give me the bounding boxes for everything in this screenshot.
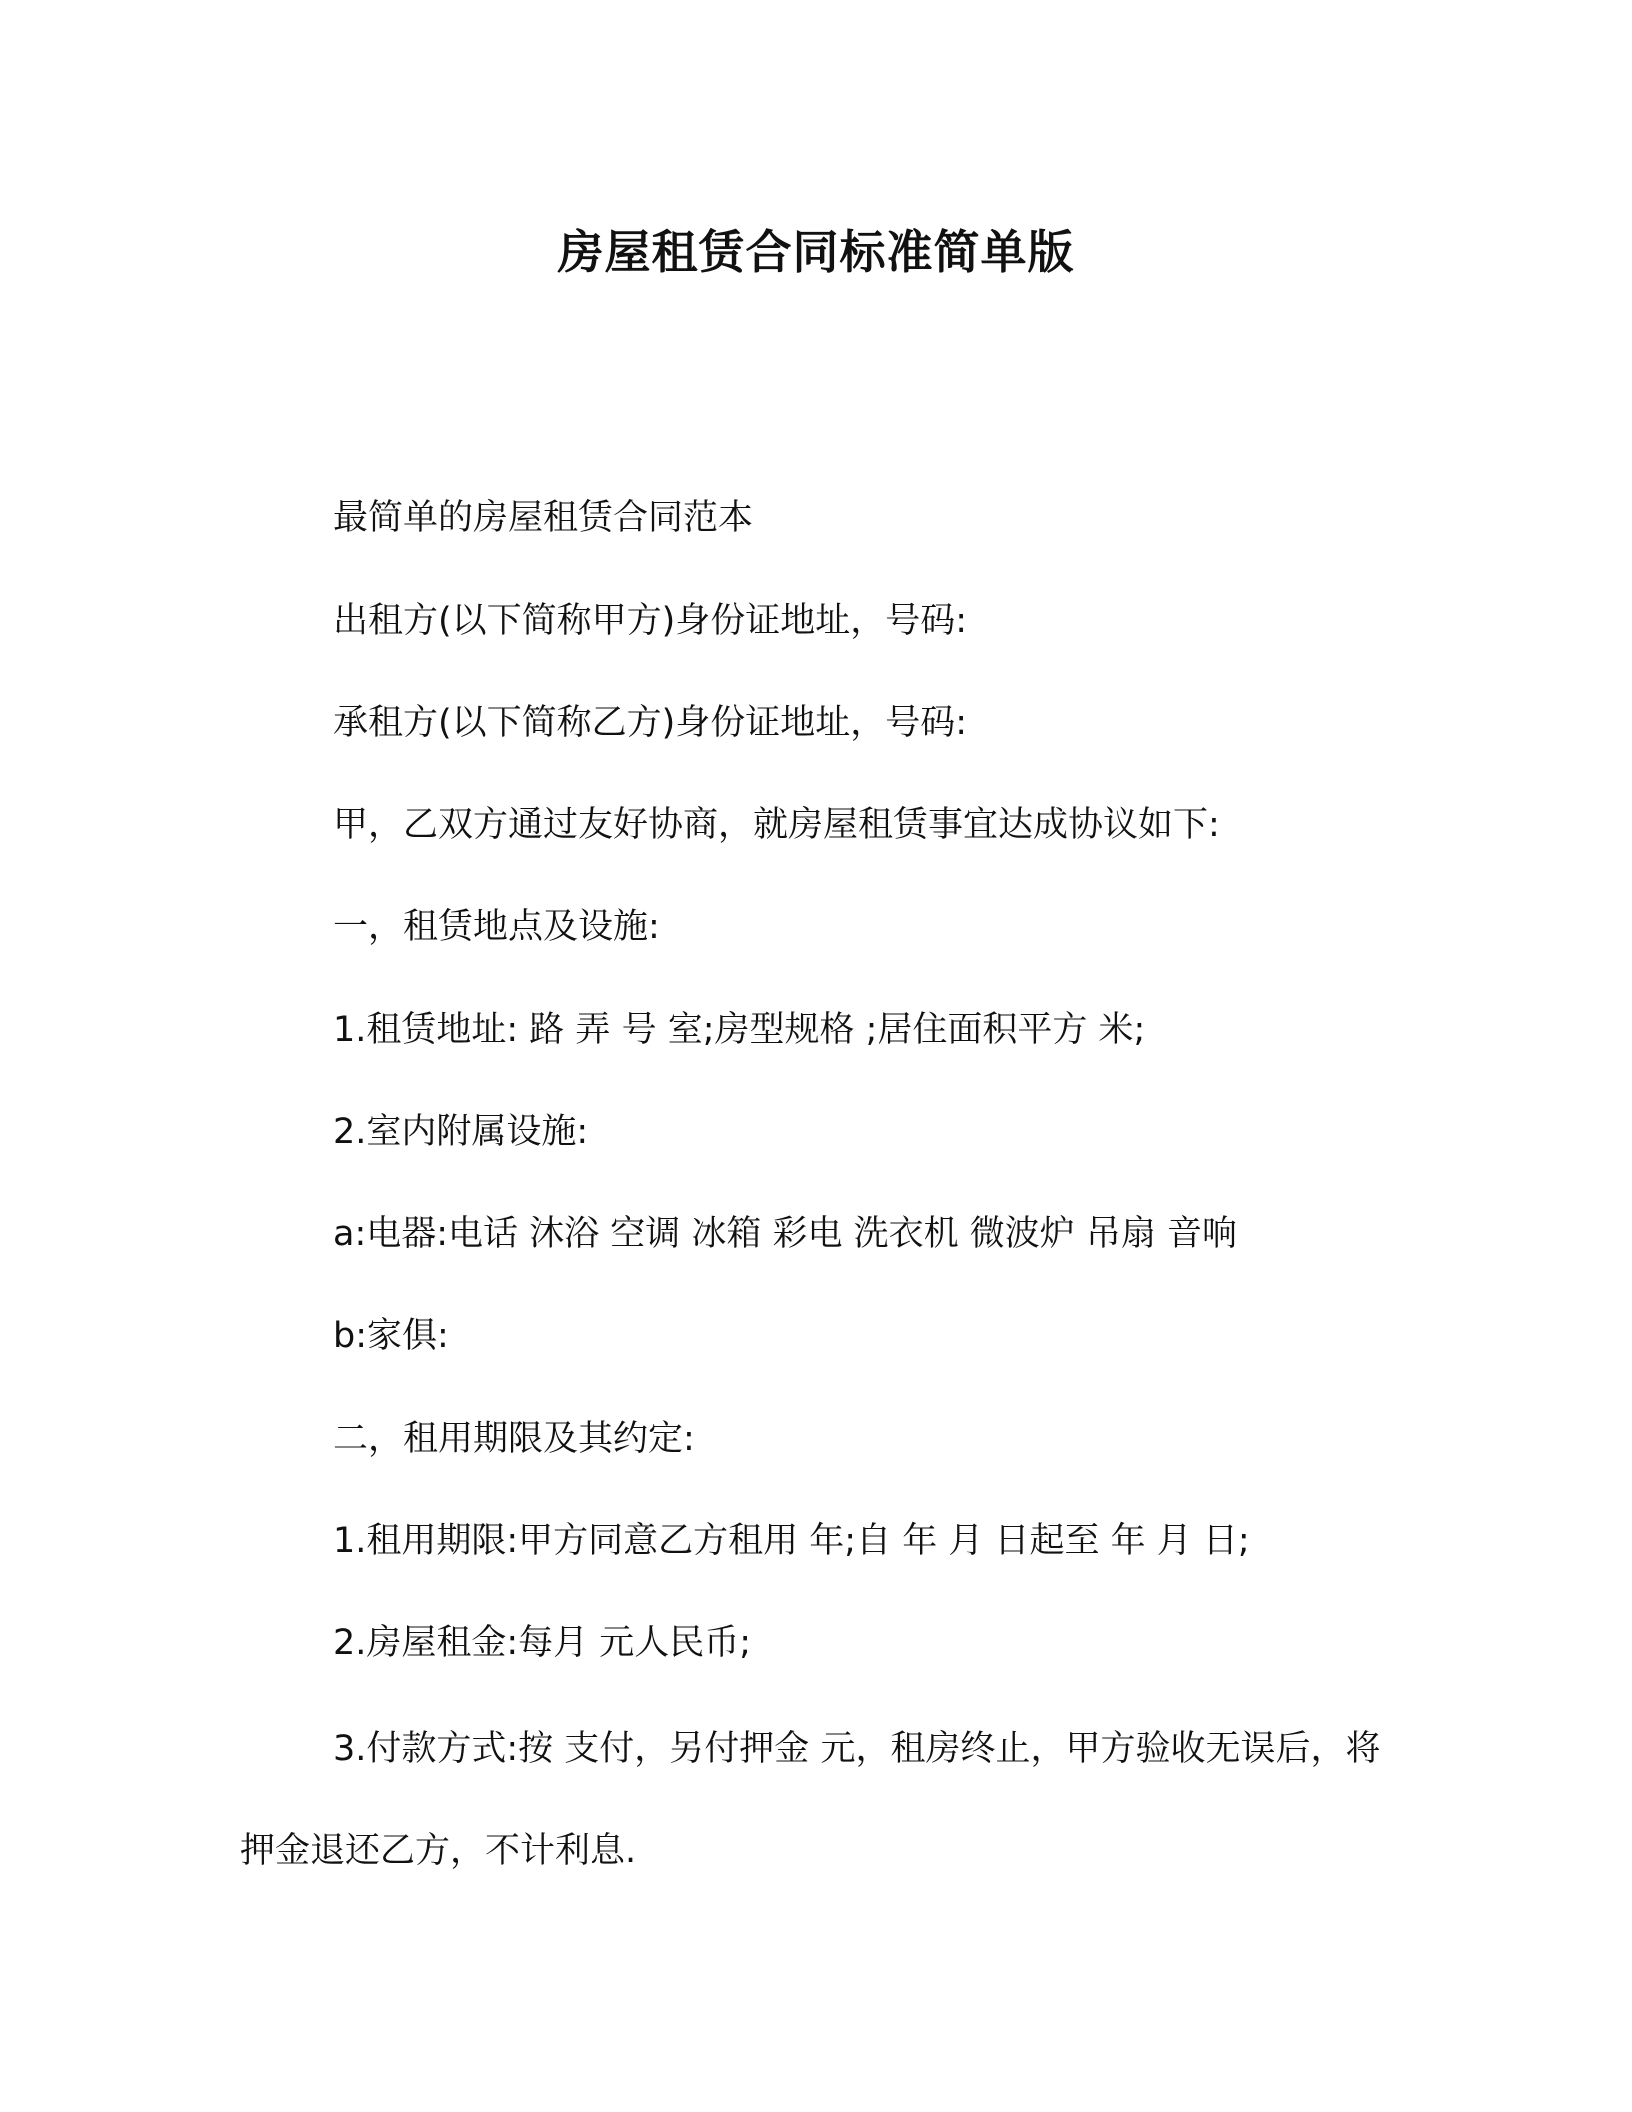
- paragraph-lease-term: 1.租用期限:甲方同意乙方租用 年;自 年 月 日起至 年 月 日;: [333, 1521, 1250, 1561]
- document-title: 房屋租赁合同标准简单版: [557, 225, 1075, 279]
- paragraph-rent: 2.房屋租金:每月 元人民币;: [333, 1623, 752, 1663]
- paragraph-payment: 3.付款方式:按 支付，另付押金 元，租房终止，甲方验收无误后，将押金退还乙方，不计利息.: [240, 1729, 1381, 1871]
- paragraph-subtitle: 最简单的房屋租赁合同范本: [333, 498, 754, 538]
- paragraph-lessor: 出租方(以下简称甲方)身份证地址，号码:: [333, 601, 968, 641]
- section-heading-term: 二，租用期限及其约定:: [333, 1419, 695, 1459]
- paragraph-address: 1.租赁地址: 路 弄 号 室;房型规格 ;居住面积平方 米;: [333, 1010, 1146, 1050]
- paragraph-appliances: a:电器:电话 沐浴 空调 冰箱 彩电 洗衣机 微波炉 吊扇 音响: [333, 1214, 1238, 1254]
- paragraph-furniture: b:家俱:: [333, 1316, 449, 1356]
- paragraph-agreement: 甲，乙双方通过友好协商，就房屋租赁事宜达成协议如下:: [333, 805, 1220, 845]
- section-heading-location: 一，租赁地点及设施:: [333, 907, 660, 947]
- paragraph-facilities: 2.室内附属设施:: [333, 1112, 589, 1152]
- paragraph-lessee: 承租方(以下简称乙方)身份证地址，号码:: [333, 703, 968, 743]
